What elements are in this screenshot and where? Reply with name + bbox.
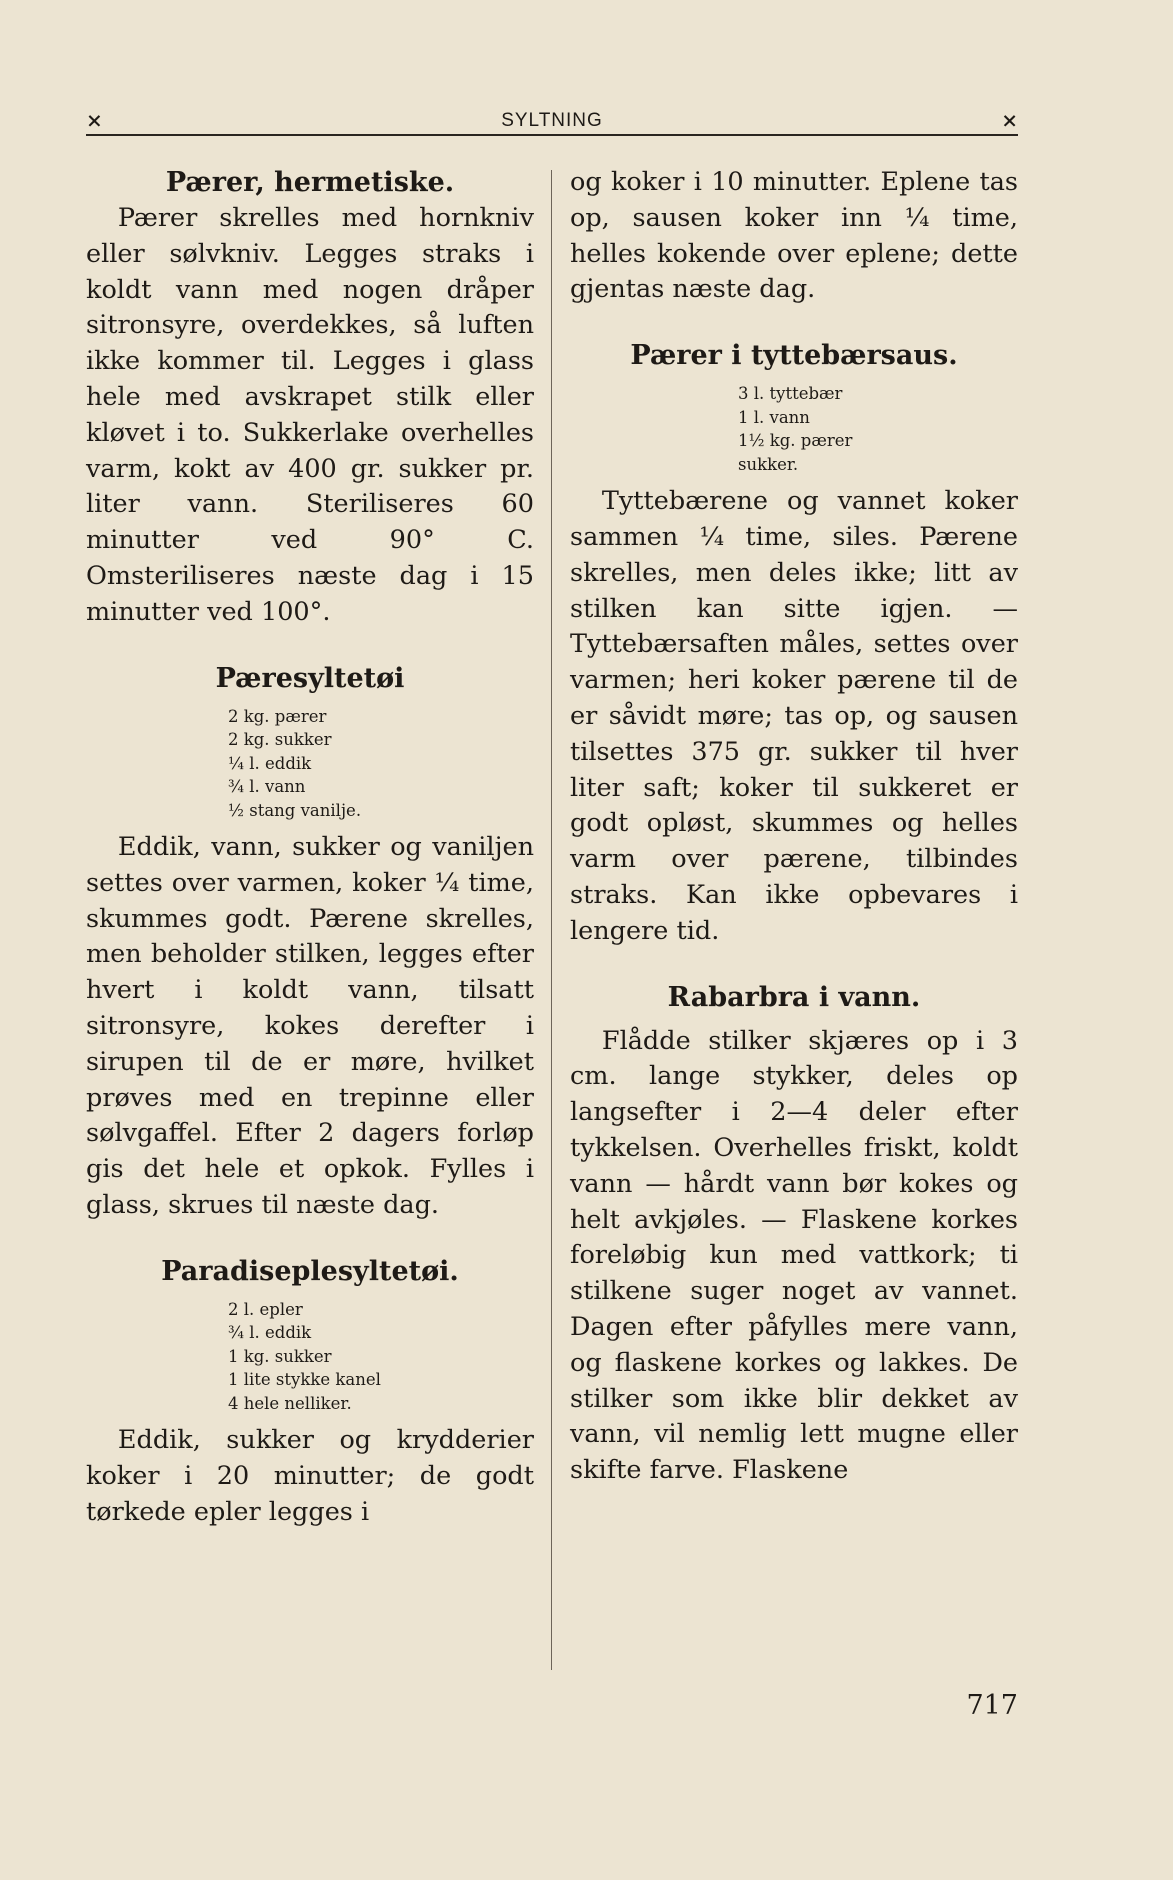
ingredient-item: ¾ l. vann [228,777,306,797]
ingredient-item: 1 lite stykke kanel [228,1370,381,1390]
header-ornament-right-icon: × [1001,108,1018,132]
ingredient-item: 3 l. tyttebær [738,384,843,404]
recipe-text-paerer-i-tyttebaersaus: Tyttebærene og vannet koker sammen ¼ time, siles. Pærene skrelles, men deles ikke; litt av stilken kan sitte igjen. — Tyttebærsaften måles, settes over varmen; heri koker pærene til de er såvidt møre; tas op, og sausen tilsettes 375 gr. sukker til hver liter saft; koker til sukkeret er godt opløst, skummes og helles varm over pærene, tilbindes straks. Kan ikke opbevares i lengere tid. [570,486,1018,946]
page-number: 717 [966,1690,1018,1721]
ingredient-item: 2 kg. pærer [228,706,327,726]
recipe-title-paeresyltetoi: Pæresyltetøi [215,662,405,694]
ingredient-list-paerer-i-tyttebaersaus [570,382,1018,476]
recipe-text-paeresyltetoi: Eddik, vann, sukker og vaniljen settes over varmen, koker ¼ time, skummes godt. Pærene skrelles, men beholder stilken, legges efter hvert i koldt vann, tilsatt sitronsyre, kokes derefter i sirupen til de er møre, hvilket prøves med en trepinne eller sølvgaffel. Efter 2 dagers forløp gis det hele et opkok. Fylles i glass, skrues til næste dag. [86,832,534,1221]
ingredient-list-paradiseplesyltetoi [86,1298,534,1416]
ingredient-item: ¾ l. eddik [228,1323,312,1343]
ingredient-item: 1 kg. sukker [228,1346,332,1366]
ingredient-item: sukker. [738,454,799,474]
header-title: SYLTNING [501,110,603,131]
right-column [570,165,1018,1489]
ingredient-list-paeresyltetoi [86,705,534,823]
ingredient-item: 1½ kg. pærer [738,431,853,451]
running-header [86,104,1018,136]
recipe-title-paerer-hermetiske: Pærer, hermetiske. [165,167,455,198]
ingredient-item: 1 l. vann [738,407,810,427]
recipe-text-paradiseplesyltetoi-continued: og koker i 10 minutter. Eplene tas op, sausen koker inn ¼ time, helles kokende over eplene; dette gjentas næste dag. [570,167,1018,305]
ingredient-item: 2 kg. sukker [228,730,332,750]
ingredient-item: 4 hele nelliker. [228,1393,352,1413]
recipe-text-paerer-hermetiske: Pærer skrelles med hornkniv eller sølvkniv. Legges straks i koldt vann med nogen dråper sitronsyre, overdekkes, så luften ikke kommer til. Legges i glass hele med avskrapet stilk eller kløvet i to. Sukkerlake overhelles varm, kokt av 400 gr. sukker pr. liter vann. Steriliseres 60 minutter ved 90° C. Omsteriliseres næste dag i 15 minutter ved 100°. [86,203,534,627]
ingredient-item: ½ stang vanilje. [228,800,362,820]
left-column [86,165,534,1531]
recipe-text-paradiseplesyltetoi: Eddik, sukker og krydderier koker i 20 minutter; de godt tørkede epler legges i [86,1425,534,1527]
recipe-title-paerer-i-tyttebaersaus: Pærer i tyttebærsaus. [630,340,958,372]
recipe-title-paradiseplesyltetoi: Paradiseplesyltetøi. [161,1255,459,1287]
ingredient-item: ¼ l. eddik [228,753,312,773]
header-ornament-left-icon: × [86,108,103,132]
ingredient-item: 2 l. epler [228,1299,303,1319]
recipe-title-rabarbra-i-vann: Rabarbra i vann. [667,981,921,1013]
recipe-text-rabarbra-i-vann: Flådde stilker skjæres op i 3 cm. lange stykker, deles op langsefter i 2—4 deler efter tykkelsen. Overhelles friskt, koldt vann — hårdt vann bør kokes og helt avkjøles. — Flaskene korkes foreløbig kun med vattkork; ti stilkene suger noget av vannet. Dagen efter påfylles mere vann, og flaskene korkes og lakkes. De stilker som ikke blir dekket av vann, vil nemlig lett mugne eller skifte farve. Flaskene [570,1025,1018,1486]
column-divider [551,170,552,1670]
